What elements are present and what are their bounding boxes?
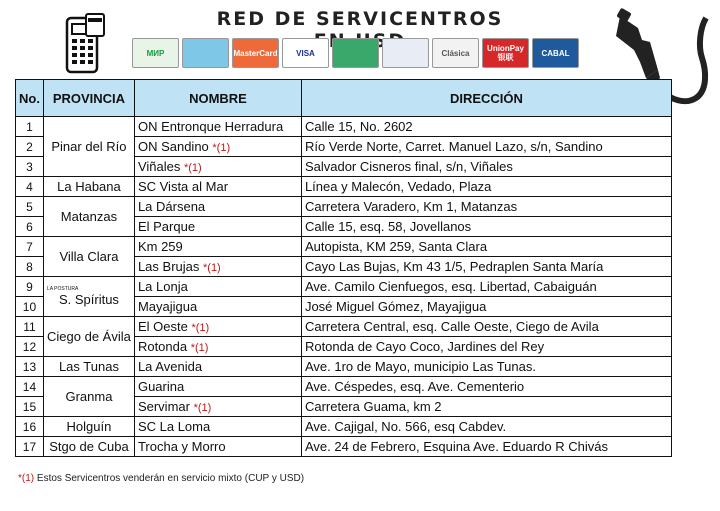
province-small-label: LA POSTURA [46,286,79,292]
header-no: No. [16,80,44,117]
table-row [16,437,672,457]
row-number: 5 [16,197,44,217]
header-provincia: PROVINCIA [43,80,134,117]
station-address: Autopista, KM 259, Santa Clara [301,237,671,257]
station-name-text: SC La Loma [137,419,211,434]
table-row [16,197,672,217]
row-number: 4 [16,177,44,197]
province-cell: La Habana [43,177,134,197]
province-cell [43,277,134,317]
table-header-row [16,80,672,117]
province-cell: Matanzas [43,197,134,237]
station-name-text: Viñales [137,159,181,174]
payment-card-logo [382,38,429,68]
station-name [134,237,301,257]
province-name: S. Spíritus [58,292,119,307]
row-number: 15 [16,397,44,417]
header-nombre: NOMBRE [134,80,301,117]
station-address: Ave. Céspedes, esq. Ave. Cementerio [301,377,671,397]
table-row [16,417,672,437]
payment-card-logo: VISA [282,38,329,68]
mixed-service-note: *(1) [203,262,221,274]
station-name-text: Guarina [137,379,185,394]
station-name [134,357,301,377]
station-name [134,277,301,297]
mixed-service-note: *(1) [191,322,210,334]
station-address: Carretera Central, esq. Calle Oeste, Ciego de Avila [301,317,671,337]
station-name [134,297,301,317]
row-number: 7 [16,237,44,257]
footer-mark: *(1) [18,473,35,484]
payment-card-logo: CABAL [532,38,579,68]
station-address: Salvador Cisneros final, s/n, Viñales [301,157,671,177]
station-name [134,217,301,237]
station-address: Carretera Varadero, Km 1, Matanzas [301,197,671,217]
row-number: 10 [16,297,44,317]
mixed-service-note: *(1) [190,342,209,354]
station-name-text: Las Brujas [137,259,200,274]
station-name-text: Rotonda [137,339,188,354]
station-name-text: La Lonja [137,279,188,294]
station-name [134,177,301,197]
payment-card-logo: MasterCard [232,38,279,68]
footer-note [18,473,304,484]
province-cell: Stgo de Cuba [43,437,134,457]
station-name-text: El Parque [137,219,196,234]
station-address: Carretera Guama, km 2 [301,397,671,417]
station-name [134,257,301,277]
payment-card-logo: UnionPay 银联 [482,38,529,68]
province-cell: Granma [43,377,134,417]
station-name-text: ON Entronque Herradura [137,119,284,134]
station-name [134,137,301,157]
mixed-service-note: *(1) [212,142,231,154]
row-number: 6 [16,217,44,237]
station-name [134,157,301,177]
mixed-service-note: *(1) [193,402,212,414]
station-name-text: Km 259 [137,239,183,254]
payment-cards [132,38,579,70]
station-name [134,117,301,137]
station-name [134,437,301,457]
province-cell: Villa Clara [43,237,134,277]
province-cell: Las Tunas [43,357,134,377]
station-name-text: ON Sandino [137,139,209,154]
table-row [16,237,672,257]
station-address: José Miguel Gómez, Mayajigua [301,297,671,317]
station-name [134,377,301,397]
table-row [16,377,672,397]
station-name-text: La Avenida [137,359,203,374]
table-row [16,317,672,337]
payment-card-logo [182,38,229,68]
pos-terminal-icon [62,12,106,74]
station-name [134,417,301,437]
row-number: 3 [16,157,44,177]
servicentros-table [15,79,672,457]
header-direccion: DIRECCIÓN [301,80,671,117]
province-cell: Ciego de Ávila [43,317,134,357]
page-title: RED DE SERVICENTROS EN USD [216,8,504,52]
station-address: Línea y Malecón, Vedado, Plaza [301,177,671,197]
row-number: 9 [16,277,44,297]
row-number: 12 [16,337,44,357]
station-name-text: El Oeste [137,319,188,334]
station-name-text: Servimar [137,399,190,414]
row-number: 1 [16,117,44,137]
table-row [16,277,672,297]
station-address: Calle 15, No. 2602 [301,117,671,137]
station-address: Rotonda de Cayo Coco, Jardines del Rey [301,337,671,357]
station-name [134,337,301,357]
station-address: Ave. Camilo Cienfuegos, esq. Libertad, Cabaiguán [301,277,671,297]
table-row [16,177,672,197]
row-number: 16 [16,417,44,437]
province-cell: Pinar del Río [43,117,134,177]
mixed-service-note: *(1) [183,162,202,174]
station-name [134,317,301,337]
station-name-text: SC Vista al Mar [137,179,229,194]
station-name-text: La Dársena [137,199,206,214]
station-name-text: Trocha y Morro [137,439,226,454]
station-address: Calle 15, esq. 58, Jovellanos [301,217,671,237]
station-address: Cayo Las Bujas, Km 43 1/5, Pedraplen Santa María [301,257,671,277]
payment-card-logo [332,38,379,68]
province-cell: Holguín [43,417,134,437]
station-address: Río Verde Norte, Carret. Manuel Lazo, s/n, Sandino [301,137,671,157]
table-row [16,357,672,377]
row-number: 17 [16,437,44,457]
payment-card-logo: МИР [132,38,179,68]
station-name [134,397,301,417]
row-number: 2 [16,137,44,157]
row-number: 14 [16,377,44,397]
station-name [134,197,301,217]
station-address: Ave. 24 de Febrero, Esquina Ave. Eduardo R Chivás [301,437,671,457]
station-address: Ave. Cajigal, No. 566, esq Cabdev. [301,417,671,437]
row-number: 13 [16,357,44,377]
station-address: Ave. 1ro de Mayo, municipio Las Tunas. [301,357,671,377]
table-row [16,117,672,137]
station-name-text: Mayajigua [137,299,198,314]
row-number: 8 [16,257,44,277]
row-number: 11 [16,317,44,337]
payment-card-logo: Clásica [432,38,479,68]
footer-text: Estos Servicentros venderán en servicio mixto (CUP y USD) [36,473,305,484]
